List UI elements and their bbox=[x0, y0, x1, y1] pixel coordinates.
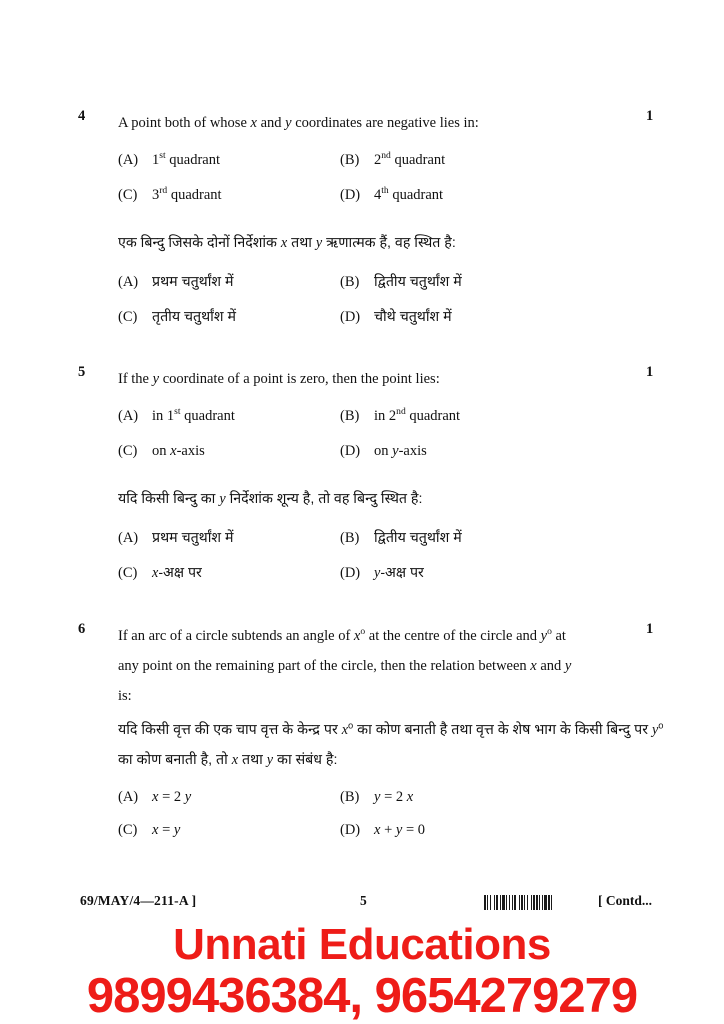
option-text: द्वितीय चतुर्थांश में bbox=[374, 530, 462, 546]
option-b-q6[interactable] bbox=[340, 789, 413, 806]
option-label: (D) bbox=[340, 443, 361, 459]
option-a-q5-hi[interactable] bbox=[118, 528, 233, 547]
question-number-4: 4 bbox=[78, 108, 86, 124]
contd-label: [ Contd... bbox=[598, 893, 653, 908]
question-marks-4: 1 bbox=[646, 108, 654, 124]
question-6-stem-english: If an arc of a circle subtends an angle of $x^o$ at the centre of the circle and $y^o$ at any point on the remaining part of the circle, then the relation between x and y is: bbox=[118, 626, 572, 704]
page-number: 5 bbox=[360, 893, 367, 908]
option-text: y-अक्ष पर bbox=[374, 565, 424, 581]
page-footer bbox=[0, 893, 724, 915]
option-text: on y-axis bbox=[374, 443, 427, 459]
question-4-options-english-row-2 bbox=[118, 187, 668, 222]
option-label: (B) bbox=[340, 152, 360, 168]
option-text: तृतीय चतुर्थांश में bbox=[152, 309, 236, 325]
option-c-q4-hi[interactable] bbox=[118, 307, 236, 326]
paper-code: 69/MAY/4—211-A ] bbox=[80, 893, 197, 908]
question-6-options-row-2 bbox=[118, 822, 668, 855]
question-4-options-english-row-1 bbox=[118, 152, 668, 187]
question-number-6: 6 bbox=[78, 621, 86, 637]
option-label: (C) bbox=[118, 443, 138, 459]
option-text: 4th quadrant bbox=[374, 185, 444, 203]
option-a-q4-hi[interactable] bbox=[118, 272, 233, 291]
question-5-header bbox=[78, 364, 668, 394]
question-5-options-hindi-row-2 bbox=[118, 563, 668, 598]
option-label: (D) bbox=[340, 187, 361, 203]
option-text: on x-axis bbox=[152, 443, 205, 459]
option-text: चौथे चतुर्थांश में bbox=[374, 309, 452, 325]
option-label: (C) bbox=[118, 309, 138, 325]
option-text: 2nd quadrant bbox=[374, 150, 446, 168]
option-text: x = y bbox=[152, 822, 181, 838]
option-a-q4-en[interactable] bbox=[118, 152, 220, 169]
option-label: (A) bbox=[118, 530, 139, 546]
question-4-stem-english: A point both of whose x and y coordinates are negative lies in: bbox=[118, 115, 479, 131]
question-6-options-row-1 bbox=[118, 789, 668, 822]
option-a-q6[interactable] bbox=[118, 789, 191, 806]
option-b-q4-en[interactable] bbox=[340, 152, 445, 169]
question-5-options-english-row-1 bbox=[118, 408, 668, 443]
question-block-4 bbox=[78, 108, 668, 342]
option-text: y = 2 x bbox=[374, 789, 414, 805]
option-b-q4-hi[interactable] bbox=[340, 272, 462, 291]
option-label: (A) bbox=[118, 152, 139, 168]
option-d-q5-hi[interactable] bbox=[340, 563, 424, 582]
question-5-stem-english: If the y coordinate of a point is zero, then the point lies: bbox=[118, 371, 440, 387]
option-c-q4-en[interactable] bbox=[118, 187, 222, 204]
question-marks-6: 1 bbox=[646, 621, 654, 637]
option-c-q5-hi[interactable] bbox=[118, 563, 202, 582]
option-label: (B) bbox=[340, 408, 360, 424]
question-4-stem-hindi: एक बिन्दु जिसके दोनों निर्देशांक x तथा y ऋणात्मक हैं, वह स्थित है: bbox=[118, 235, 456, 251]
question-6-header bbox=[78, 621, 668, 711]
question-4-options-hindi-row-2 bbox=[118, 307, 668, 342]
question-5-options-english-row-2 bbox=[118, 443, 668, 478]
option-c-q6[interactable] bbox=[118, 822, 180, 839]
question-4-header bbox=[78, 108, 668, 138]
option-text: in 2nd quadrant bbox=[374, 406, 461, 424]
question-5-options-hindi-row-1 bbox=[118, 528, 668, 563]
option-d-q5-en[interactable] bbox=[340, 443, 427, 460]
option-label: (D) bbox=[340, 822, 361, 838]
option-text: x-अक्ष पर bbox=[152, 565, 202, 581]
option-text: in 1st quadrant bbox=[152, 406, 235, 424]
option-label: (B) bbox=[340, 274, 360, 290]
option-b-q5-hi[interactable] bbox=[340, 528, 462, 547]
option-text: 1st quadrant bbox=[152, 150, 220, 168]
option-text: x + y = 0 bbox=[374, 822, 425, 838]
option-d-q6[interactable] bbox=[340, 822, 425, 839]
option-label: (B) bbox=[340, 789, 360, 805]
option-label: (A) bbox=[118, 789, 139, 805]
barcode bbox=[484, 895, 588, 910]
option-label: (C) bbox=[118, 822, 138, 838]
option-label: (C) bbox=[118, 565, 138, 581]
option-text: x = 2 y bbox=[152, 789, 192, 805]
watermark-institute-name: Unnati Educations bbox=[173, 920, 551, 969]
option-text: द्वितीय चतुर्थांश में bbox=[374, 274, 462, 290]
option-label: (A) bbox=[118, 408, 139, 424]
option-text: प्रथम चतुर्थांश में bbox=[152, 274, 234, 290]
question-5-stem-hindi: यदि किसी बिन्दु का y निर्देशांक शून्य है, तो वह बिन्दु स्थित है: bbox=[118, 491, 423, 507]
question-block-5 bbox=[78, 364, 668, 598]
option-label: (C) bbox=[118, 187, 138, 203]
option-label: (A) bbox=[118, 274, 139, 290]
question-block-6 bbox=[78, 621, 668, 855]
question-6-stem-hindi: यदि किसी वृत्त की एक चाप वृत्त के केन्द्र पर $x^o$ का कोण बनाती है तथा वृत्त के शेष भाग के किसी बिन्दु पर $y^o$ का कोण बनाती है, तो x तथा y का संबंध है: bbox=[118, 720, 664, 768]
option-label: (B) bbox=[340, 530, 360, 546]
option-d-q4-en[interactable] bbox=[340, 187, 443, 204]
option-b-q5-en[interactable] bbox=[340, 408, 460, 425]
option-text: प्रथम चतुर्थांश में bbox=[152, 530, 234, 546]
option-a-q5-en[interactable] bbox=[118, 408, 235, 425]
option-label: (D) bbox=[340, 565, 361, 581]
question-marks-5: 1 bbox=[646, 364, 654, 380]
question-number-5: 5 bbox=[78, 364, 86, 380]
option-label: (D) bbox=[340, 309, 361, 325]
question-4-options-hindi-row-1 bbox=[118, 272, 668, 307]
option-text: 3rd quadrant bbox=[152, 185, 222, 203]
watermark-phone-numbers: 9899436384, 9654279279 bbox=[86, 969, 638, 1023]
option-d-q4-hi[interactable] bbox=[340, 307, 452, 326]
option-c-q5-en[interactable] bbox=[118, 443, 205, 460]
